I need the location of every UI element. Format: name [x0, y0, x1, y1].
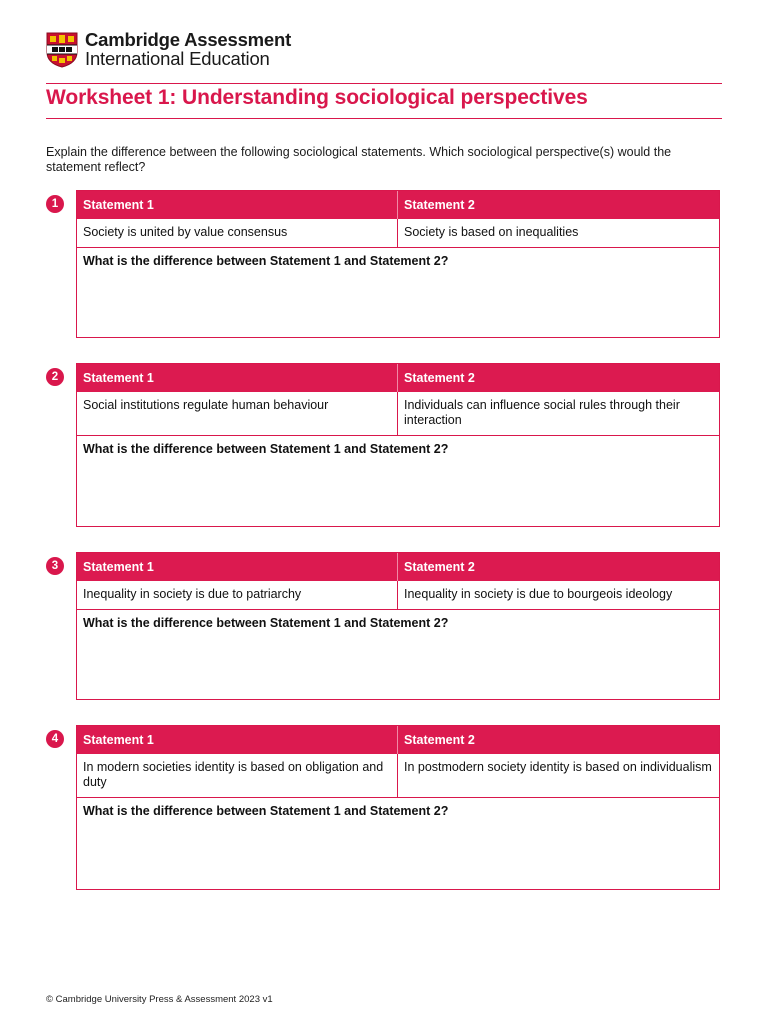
statement-2-text: In postmodern society identity is based on individualism [404, 760, 712, 774]
title-rule-top [46, 83, 722, 84]
statement-1-header: Statement 1 [77, 553, 398, 581]
answer-prompt: What is the difference between Statement 1 and Statement 2? [83, 254, 449, 268]
statement-2-header: Statement 2 [404, 371, 475, 385]
statement-1-text: In modern societies identity is based on obligation and duty [77, 754, 398, 797]
copyright-footer: © Cambridge University Press & Assessment 2023 v1 [46, 994, 273, 1005]
statement-row [77, 392, 719, 436]
org-name-line2: International Education [85, 48, 270, 69]
question-number: 1 [46, 195, 64, 213]
statement-2-header: Statement 2 [404, 198, 475, 212]
statement-row [77, 754, 719, 798]
question-table [76, 725, 720, 890]
statement-row [77, 219, 719, 248]
answer-area[interactable] [77, 610, 719, 636]
cambridge-crest-icon [46, 32, 78, 68]
question-number: 3 [46, 557, 64, 575]
title-rule-bottom [46, 118, 722, 119]
statement-1-header: Statement 1 [77, 364, 398, 392]
table-header-row [77, 553, 719, 581]
statement-1-text: Society is united by value consensus [77, 219, 398, 247]
question-number: 2 [46, 368, 64, 386]
table-header-row [77, 726, 719, 754]
answer-area[interactable] [77, 798, 719, 824]
org-name [85, 30, 291, 68]
table-header-row [77, 191, 719, 219]
statement-1-header: Statement 1 [77, 726, 398, 754]
org-logo [46, 30, 446, 70]
statement-row [77, 581, 719, 610]
answer-area[interactable] [77, 248, 719, 274]
answer-prompt: What is the difference between Statement 1 and Statement 2? [83, 616, 449, 630]
page-title: Worksheet 1: Understanding sociological perspectives [46, 86, 588, 109]
statement-2-header: Statement 2 [404, 733, 475, 747]
answer-prompt: What is the difference between Statement 1 and Statement 2? [83, 442, 449, 456]
statement-1-text: Inequality in society is due to patriarchy [77, 581, 398, 609]
org-name-line1: Cambridge Assessment [85, 29, 292, 50]
answer-area[interactable] [77, 436, 719, 462]
statement-2-text: Society is based on inequalities [404, 225, 579, 239]
answer-prompt: What is the difference between Statement 1 and Statement 2? [83, 804, 449, 818]
instructions: Explain the difference between the following sociological statements. Which sociological perspective(s) would the statement reflect? [46, 145, 672, 174]
question-table [76, 363, 720, 527]
statement-1-header: Statement 1 [77, 191, 398, 219]
statement-2-header: Statement 2 [404, 560, 475, 574]
statement-2-text: Inequality in society is due to bourgeois ideology [404, 587, 673, 601]
statement-2-text: Individuals can influence social rules through their interaction [404, 398, 680, 427]
question-table [76, 190, 720, 338]
question-number: 4 [46, 730, 64, 748]
question-table [76, 552, 720, 700]
table-header-row [77, 364, 719, 392]
statement-1-text: Social institutions regulate human behaviour [77, 392, 398, 435]
